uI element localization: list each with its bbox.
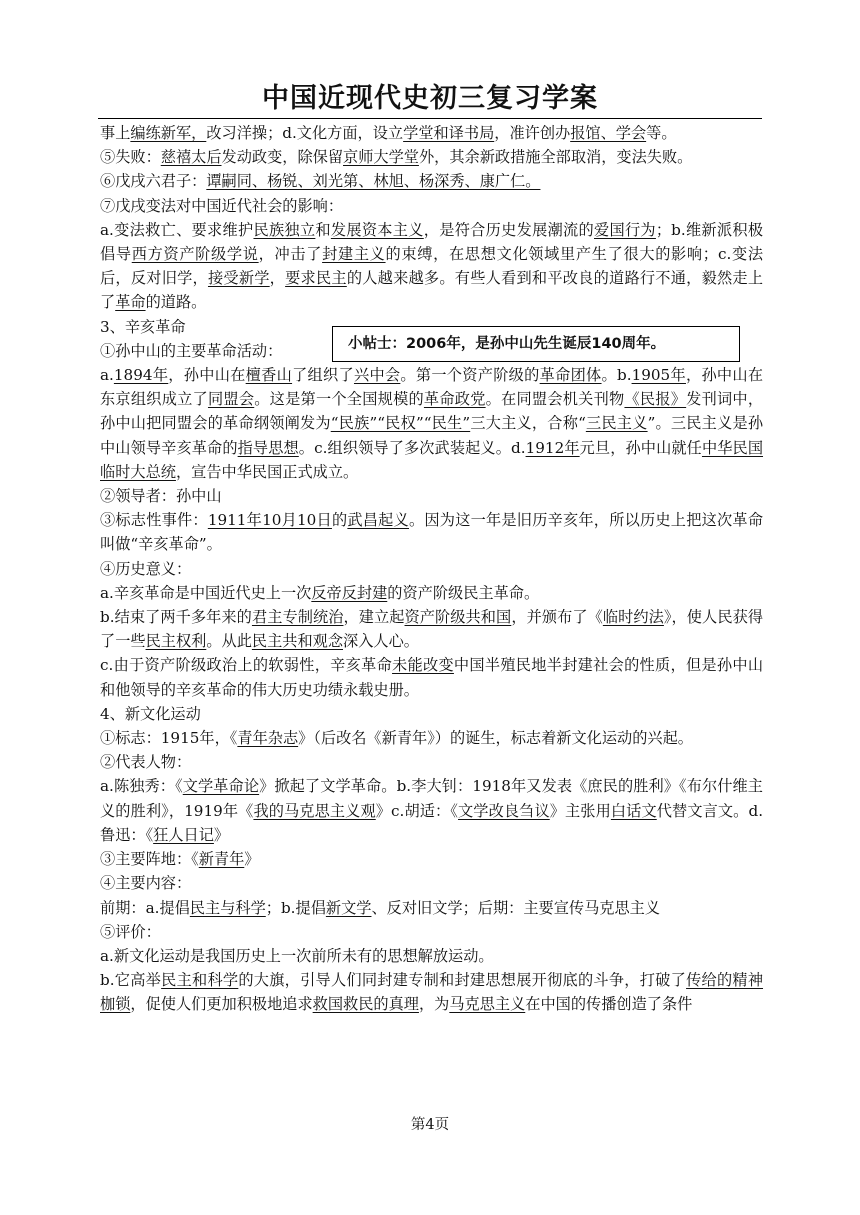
text-run: a.陈独秀：《 [100,777,183,796]
text-run: 。从此 [206,632,252,651]
text-run: 》（后改名《新青年》）的诞生，标志着新文化运动的兴起。 [298,729,693,748]
underlined-term: 爱国行为 [594,220,656,239]
underlined-term: 报馆、学会 [570,124,647,142]
text-run: 》，使人民获得了一些 [100,608,764,651]
text-run: a.变法救亡、要求维护 [100,220,254,239]
text-run: ，并颁布了《 [511,608,603,627]
underlined-term: 传给的精神枷锁 [100,971,764,1014]
text-run: 》掀起了文学革命。b.李大钊：1918年又发表《庶民的胜利》《布尔什维主义的胜利》，1919年《 [100,777,763,820]
underlined-term: 1905年 [631,366,686,385]
text-run: 和 [315,220,331,239]
text-run: ②代表人物： [100,753,192,772]
text-run: 的人越来越多。有些人看到和平改良的道路行不通，毅然走上了 [100,269,764,312]
underlined-term: 资产阶级共和国 [404,608,512,627]
text-run: 4、新文化运动 [100,704,201,723]
paragraph [100,726,763,750]
underlined-term: 慈禧太后 [160,148,222,167]
text-run: ，孙中山在 [168,366,246,385]
underlined-term: 马克思主义 [449,995,526,1014]
text-run: 外，其余新政措施全部取消，变法失败。 [418,148,693,167]
text-run: c.由于资产阶级政治上的软弱性，辛亥革命 [100,656,393,675]
text-run: 的束缚，在思想文化领域里产生了很大的影响；c.变法后，反对旧学， [100,245,764,288]
underlined-term: 民族独立 [253,220,316,239]
paragraph [100,944,763,968]
text-run: 。因为这一年是旧历辛亥年，所以历史上把这次革命叫做“辛亥革命”。 [100,511,764,554]
text-run: 发刊词中，孙中山把同盟会的革命纲领阐发为 [100,390,764,433]
text-run: 改习洋操；d.文化方面，设立 [206,124,404,142]
underlined-term: 临时约法 [602,608,664,627]
underlined-term: 接受新学 [207,269,270,288]
text-run: ①孙中山的主要革命活动： [100,341,283,360]
underlined-term: 1911年10月10日 [207,511,332,530]
text-run: ，宣告中华民国正式成立。 [175,462,359,481]
header-rule [98,118,762,119]
underlined-term: “民族”“民权”“民生” [330,414,471,433]
underlined-term: 新文学 [325,898,372,917]
underlined-term: 君主专制统治 [251,608,344,627]
underlined-term: 中华民国临时大总统 [100,438,764,481]
paragraph [100,581,763,605]
underlined-term: 封建主义 [322,245,386,264]
underlined-term: 兴中会 [353,366,401,385]
text-run: ⑦戊戌变法对中国近代社会的影响： [100,196,343,215]
text-run: ，孙中山在东京组织成立了 [100,366,764,409]
page-title: 中国近现代史初三复习学案 [262,83,598,114]
text-run: 。这是第一个全国规模的 [254,390,424,409]
text-run: ⑥戊戌六君子： [100,172,207,191]
underlined-term: 《民报》 [624,390,687,409]
text-run: 在中国的传播创造了条件 [525,995,693,1014]
text-run: 的大旗，引导人们同封建专制和封建思想展开彻底的斗争，打破了 [238,971,687,990]
text-run: 。c.组织领导了多次武装起义。d. [298,438,526,457]
underlined-term: 武昌起义 [347,511,409,530]
text-run: 。第一个资产阶级的 [400,366,540,385]
text-run: ④主要内容： [100,874,192,893]
underlined-term: 檀香山 [245,366,293,385]
text-run: ，是符合历史发展潮流的 [423,220,594,239]
underlined-term: 救国救民的真理 [312,995,419,1014]
paragraph [100,702,763,726]
underlined-term: 1894年 [113,366,169,385]
text-run: b.它高举 [100,971,162,990]
text-run: 的 [331,511,348,530]
text-run: ⑤失败： [100,148,161,167]
text-run: 的道路。 [145,293,207,312]
paragraph [100,194,763,218]
underlined-term: 民主和科学 [161,971,239,990]
underlined-term: 1912年 [525,438,580,457]
paragraph [100,145,763,169]
text-run: 代替文言文。d.鲁迅：《 [100,801,764,844]
underlined-term: 革命 [115,293,146,312]
tip-box: 小帖士：2006年，是孙中山先生诞辰140周年。 [332,326,740,362]
paragraph [100,121,763,145]
underlined-term: 新青年 [198,850,245,869]
paragraph [100,968,763,1016]
text-run: a. [100,366,114,385]
text-run: 深入人心。 [343,632,419,651]
underlined-term: 我的马克思主义观 [253,801,376,820]
underlined-term: 同盟会 [207,390,255,409]
underlined-term: 三民主义 [585,414,648,433]
underlined-term: 京师大学堂 [343,148,419,167]
text-run: ， [269,269,286,288]
paragraph [100,557,763,581]
underlined-term: 文学革命论 [182,777,260,796]
paragraph [100,774,763,847]
text-run: ⑤评价： [100,922,161,941]
text-run: a.辛亥革命是中国近代史上一次 [100,583,312,602]
text-run: 3、辛亥革命 [100,317,186,336]
text-run: ，建立起 [343,608,405,627]
text-run: 三大主义，合称“ [470,414,586,433]
paragraph [100,218,763,315]
paragraph [100,169,763,193]
text-run: 》 [213,825,230,844]
text-run: 》 [244,850,260,869]
paragraph [100,896,763,920]
paragraph [100,920,763,944]
paragraph [100,605,763,653]
underlined-term: 发展资本主义 [330,220,424,239]
paragraph [100,484,763,508]
text-run: ④历史意义： [100,559,192,578]
underlined-term: 编练新军， [130,124,207,142]
underlined-term: 反帝反封建 [311,583,388,602]
paragraph [100,750,763,774]
underlined-term: 革命政党 [423,390,486,409]
paragraph [100,871,763,895]
paragraph [100,508,763,556]
underlined-term: 民主与科学 [189,898,266,917]
underlined-term: 谭嗣同、杨锐、刘光第、林旭、杨深秀、康广仁。 [206,172,541,191]
paragraph [100,363,763,484]
underlined-term: 民主权利 [145,632,207,651]
text-run: 发动政变，除保留 [221,148,343,167]
text-run: ”。三民主义是孙中山领导辛亥革命的 [100,414,764,457]
text-run: ③主要阵地：《 [100,850,199,869]
text-run: 前期：a.提倡 [100,898,190,917]
text-run: ①标志：1915年，《 [100,729,238,748]
text-run: 事上 [100,124,131,142]
text-run: 、反对旧文学；后期：主要宣传马克思主义 [371,898,661,917]
underlined-term: 未能改变 [392,656,454,675]
text-run: 。b. [601,366,632,385]
text-run: ，冲击了 [258,245,323,264]
text-run: ，准许创办 [494,124,571,142]
text-run: 中国半殖民地半封建社会的性质，但是孙中山和他领导的辛亥革命的伟大历史功绩永载史册。 [100,656,764,699]
underlined-term: 学堂和译书局 [403,124,495,142]
text-run: ；b.维新派积极倡导 [100,220,764,264]
underlined-term: 青年杂志 [237,729,299,748]
underlined-term: 要求民主 [285,269,347,288]
underlined-term: 狂人日记 [153,825,214,844]
underlined-term: 西方资产阶级学说 [131,245,259,264]
text-run: 元旦，孙中山就任 [579,438,702,457]
underlined-term: 民主共和观念 [251,632,343,651]
document-body [100,121,763,1017]
text-run: a.新文化运动是我国历史上一次前所未有的思想解放运动。 [100,946,494,965]
paragraph [100,847,763,871]
underlined-term: 白话文 [610,801,657,820]
page-number: 第4页 [410,1117,450,1133]
text-run: 等。 [646,124,677,142]
underlined-term: 革命团体 [539,366,602,385]
text-run: 的资产阶级民主革命。 [387,583,540,602]
text-run: b.结束了两千多年来的 [100,608,252,627]
text-run: ，为 [418,995,450,1014]
paragraph [100,653,763,701]
text-run: ②领导者：孙中山 [100,487,222,506]
text-run: 》c.胡适：《 [375,801,459,820]
text-run: 》主张用 [549,801,611,820]
text-run: ③标志性事件： [100,511,208,530]
text-run: 。在同盟会机关刊物 [485,390,625,409]
underlined-term: 文学改良刍议 [458,801,550,820]
underlined-term: 指导思想 [237,438,299,457]
text-run: ；b.提倡 [265,898,326,917]
text-run: ，促使人们更加积极地追求 [130,995,313,1014]
text-run: 了组织了 [292,366,354,385]
